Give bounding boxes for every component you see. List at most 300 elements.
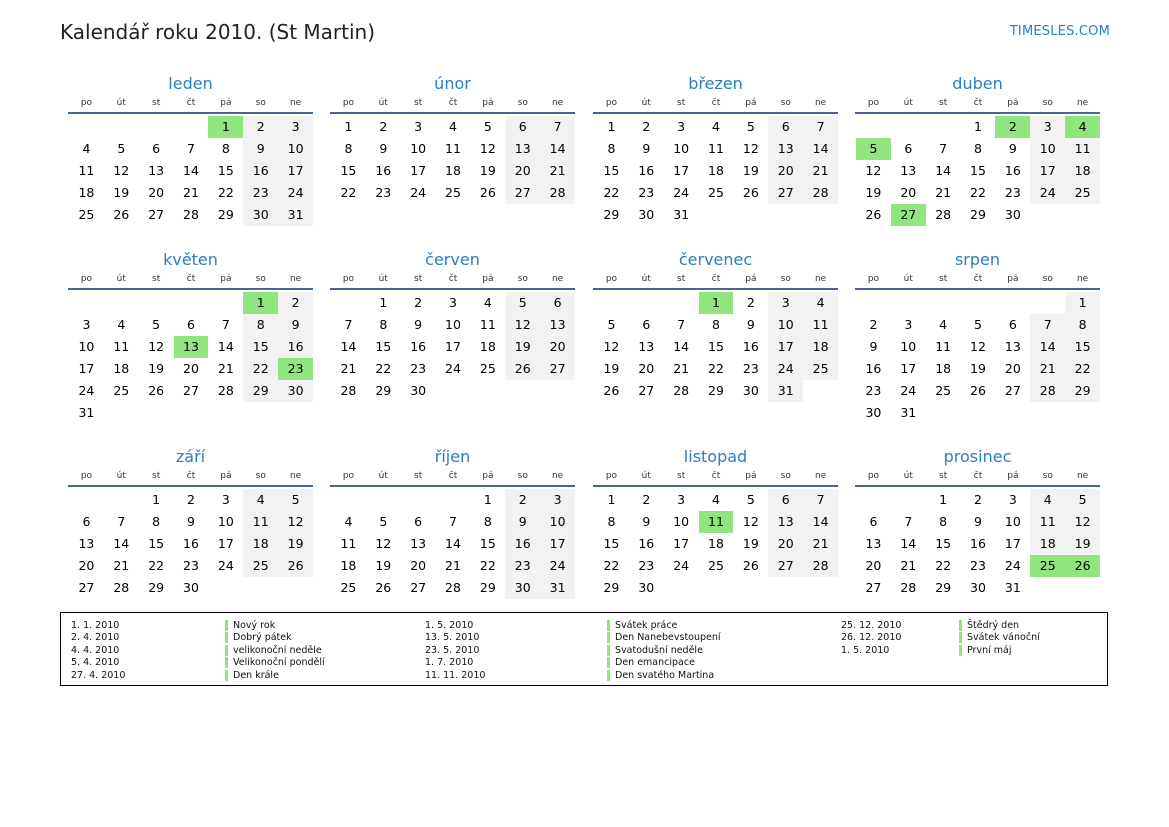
- day-cell[interactable]: 7: [117, 514, 126, 529]
- day-cell[interactable]: 19: [970, 361, 986, 376]
- day-cell[interactable]: 19: [742, 536, 759, 551]
- day-cell[interactable]: 27: [891, 204, 926, 226]
- day-cell[interactable]: 9: [414, 317, 423, 332]
- day-cell[interactable]: 6: [768, 116, 803, 138]
- day-cell[interactable]: 19: [742, 163, 759, 178]
- day-cell[interactable]: 18: [803, 336, 838, 358]
- day-cell[interactable]: 17: [410, 163, 427, 178]
- day-cell[interactable]: 13: [768, 511, 803, 533]
- day-cell[interactable]: 26: [375, 580, 392, 595]
- day-cell[interactable]: 10: [278, 138, 313, 160]
- day-cell[interactable]: 4: [117, 317, 126, 332]
- site-link[interactable]: TIMESLES.COM: [1009, 24, 1110, 39]
- day-cell[interactable]: 19: [375, 558, 392, 573]
- day-cell[interactable]: 28: [803, 182, 838, 204]
- day-cell[interactable]: 23: [505, 555, 540, 577]
- day-cell[interactable]: 13: [505, 138, 540, 160]
- day-cell[interactable]: 16: [742, 339, 759, 354]
- day-cell[interactable]: 6: [414, 514, 423, 529]
- day-cell[interactable]: 6: [540, 292, 575, 314]
- day-cell[interactable]: 29: [375, 383, 392, 398]
- day-cell[interactable]: 25: [1065, 182, 1100, 204]
- day-cell[interactable]: 2: [278, 292, 313, 314]
- day-cell[interactable]: 18: [113, 361, 130, 376]
- day-cell[interactable]: 28: [540, 182, 575, 204]
- day-cell[interactable]: 31: [540, 577, 575, 599]
- day-cell[interactable]: 31: [673, 207, 690, 222]
- day-cell[interactable]: 19: [505, 336, 540, 358]
- day-cell[interactable]: 27: [1004, 383, 1021, 398]
- day-cell[interactable]: 22: [375, 361, 392, 376]
- day-cell[interactable]: 14: [900, 536, 917, 551]
- day-cell[interactable]: 25: [935, 383, 952, 398]
- day-cell[interactable]: 2: [995, 116, 1030, 138]
- day-cell[interactable]: 23: [865, 383, 882, 398]
- day-cell[interactable]: 5: [974, 317, 982, 332]
- day-cell[interactable]: 9: [505, 511, 540, 533]
- day-cell[interactable]: 10: [540, 511, 575, 533]
- day-cell[interactable]: 14: [445, 536, 461, 551]
- day-cell[interactable]: 17: [768, 336, 803, 358]
- day-cell[interactable]: 14: [803, 138, 838, 160]
- day-cell[interactable]: 3: [904, 317, 913, 332]
- day-cell[interactable]: 22: [708, 361, 724, 376]
- day-cell[interactable]: 12: [148, 339, 165, 354]
- day-cell[interactable]: 22: [935, 558, 952, 573]
- day-cell[interactable]: 16: [970, 536, 986, 551]
- day-cell[interactable]: 27: [183, 383, 199, 398]
- day-cell[interactable]: 26: [278, 555, 313, 577]
- day-cell[interactable]: 5: [483, 119, 492, 134]
- day-cell[interactable]: 20: [410, 558, 427, 573]
- day-cell[interactable]: 26: [479, 185, 496, 200]
- day-cell[interactable]: 14: [1030, 336, 1065, 358]
- day-cell[interactable]: 8: [344, 141, 353, 156]
- day-cell[interactable]: 1: [939, 492, 948, 507]
- day-cell[interactable]: 17: [278, 160, 313, 182]
- day-cell[interactable]: 4: [82, 141, 91, 156]
- day-cell[interactable]: 24: [673, 558, 690, 573]
- day-cell[interactable]: 1: [607, 492, 616, 507]
- day-cell[interactable]: 15: [603, 536, 620, 551]
- day-cell[interactable]: 29: [970, 207, 986, 222]
- day-cell[interactable]: 30: [410, 383, 427, 398]
- day-cell[interactable]: 26: [505, 358, 540, 380]
- day-cell[interactable]: 19: [603, 361, 620, 376]
- day-cell[interactable]: 21: [445, 558, 461, 573]
- day-cell[interactable]: 24: [540, 555, 575, 577]
- day-cell[interactable]: 23: [1004, 185, 1021, 200]
- day-cell[interactable]: 10: [673, 141, 690, 156]
- day-cell[interactable]: 10: [445, 317, 461, 332]
- day-cell[interactable]: 4: [1065, 116, 1100, 138]
- day-cell[interactable]: 5: [152, 317, 161, 332]
- day-cell[interactable]: 1: [243, 292, 278, 314]
- day-cell[interactable]: 26: [865, 207, 882, 222]
- day-cell[interactable]: 18: [935, 361, 952, 376]
- day-cell[interactable]: 16: [183, 536, 199, 551]
- day-cell[interactable]: 2: [243, 116, 278, 138]
- day-cell[interactable]: 24: [1030, 182, 1065, 204]
- day-cell[interactable]: 2: [974, 492, 982, 507]
- day-cell[interactable]: 24: [1004, 558, 1021, 573]
- day-cell[interactable]: 3: [414, 119, 423, 134]
- day-cell[interactable]: 1: [208, 116, 243, 138]
- day-cell[interactable]: 17: [673, 536, 690, 551]
- day-cell[interactable]: 3: [221, 492, 230, 507]
- day-cell[interactable]: 25: [708, 558, 724, 573]
- day-cell[interactable]: 2: [869, 317, 878, 332]
- day-cell[interactable]: 31: [278, 204, 313, 226]
- day-cell[interactable]: 30: [243, 204, 278, 226]
- day-cell[interactable]: 15: [708, 339, 724, 354]
- day-cell[interactable]: 9: [869, 339, 878, 354]
- day-cell[interactable]: 27: [78, 580, 95, 595]
- day-cell[interactable]: 26: [742, 185, 759, 200]
- day-cell[interactable]: 7: [540, 116, 575, 138]
- day-cell[interactable]: 17: [445, 339, 461, 354]
- day-cell[interactable]: 24: [410, 185, 427, 200]
- day-cell[interactable]: 8: [221, 141, 230, 156]
- day-cell[interactable]: 13: [410, 536, 427, 551]
- day-cell[interactable]: 7: [904, 514, 913, 529]
- day-cell[interactable]: 5: [117, 141, 126, 156]
- day-cell[interactable]: 4: [344, 514, 353, 529]
- day-cell[interactable]: 29: [603, 580, 620, 595]
- day-cell[interactable]: 13: [540, 314, 575, 336]
- day-cell[interactable]: 16: [505, 533, 540, 555]
- day-cell[interactable]: 29: [148, 580, 165, 595]
- day-cell[interactable]: 14: [803, 511, 838, 533]
- day-cell[interactable]: 14: [340, 339, 357, 354]
- day-cell[interactable]: 7: [344, 317, 353, 332]
- day-cell[interactable]: 13: [638, 339, 655, 354]
- day-cell[interactable]: 8: [974, 141, 982, 156]
- day-cell[interactable]: 19: [113, 185, 130, 200]
- day-cell[interactable]: 27: [410, 580, 427, 595]
- day-cell[interactable]: 5: [505, 292, 540, 314]
- day-cell[interactable]: 25: [243, 555, 278, 577]
- day-cell[interactable]: 19: [148, 361, 165, 376]
- day-cell[interactable]: 11: [699, 511, 734, 533]
- day-cell[interactable]: 14: [673, 339, 690, 354]
- day-cell[interactable]: 24: [78, 383, 95, 398]
- day-cell[interactable]: 16: [410, 339, 427, 354]
- day-cell[interactable]: 23: [410, 361, 427, 376]
- day-cell[interactable]: 15: [243, 336, 278, 358]
- day-cell[interactable]: 11: [708, 141, 724, 156]
- day-cell[interactable]: 11: [78, 163, 95, 178]
- day-cell[interactable]: 6: [152, 141, 161, 156]
- day-cell[interactable]: 18: [708, 536, 724, 551]
- day-cell[interactable]: 16: [278, 336, 313, 358]
- day-cell[interactable]: 6: [768, 489, 803, 511]
- day-cell[interactable]: 2: [187, 492, 195, 507]
- day-cell[interactable]: 16: [243, 160, 278, 182]
- day-cell[interactable]: 2: [379, 119, 388, 134]
- day-cell[interactable]: 23: [638, 558, 655, 573]
- day-cell[interactable]: 12: [278, 511, 313, 533]
- day-cell[interactable]: 2: [414, 295, 423, 310]
- day-cell[interactable]: 5: [607, 317, 616, 332]
- day-cell[interactable]: 13: [1004, 339, 1021, 354]
- day-cell[interactable]: 8: [483, 514, 492, 529]
- day-cell[interactable]: 17: [78, 361, 95, 376]
- day-cell[interactable]: 9: [974, 514, 982, 529]
- day-cell[interactable]: 25: [1030, 555, 1065, 577]
- day-cell[interactable]: 3: [449, 295, 457, 310]
- day-cell[interactable]: 2: [746, 295, 755, 310]
- day-cell[interactable]: 21: [900, 558, 917, 573]
- day-cell[interactable]: 26: [970, 383, 986, 398]
- day-cell[interactable]: 25: [78, 207, 95, 222]
- day-cell[interactable]: 22: [340, 185, 357, 200]
- day-cell[interactable]: 22: [217, 185, 234, 200]
- day-cell[interactable]: 21: [673, 361, 690, 376]
- day-cell[interactable]: 16: [638, 536, 655, 551]
- day-cell[interactable]: 28: [803, 555, 838, 577]
- day-cell[interactable]: 13: [865, 536, 882, 551]
- day-cell[interactable]: 29: [479, 580, 496, 595]
- day-cell[interactable]: 13: [768, 138, 803, 160]
- day-cell[interactable]: 9: [642, 141, 651, 156]
- day-cell[interactable]: 8: [243, 314, 278, 336]
- day-cell[interactable]: 23: [278, 358, 313, 380]
- day-cell[interactable]: 16: [1004, 163, 1021, 178]
- day-cell[interactable]: 25: [803, 358, 838, 380]
- day-cell[interactable]: 3: [540, 489, 575, 511]
- day-cell[interactable]: 18: [243, 533, 278, 555]
- day-cell[interactable]: 3: [1030, 116, 1065, 138]
- day-cell[interactable]: 5: [379, 514, 388, 529]
- day-cell[interactable]: 9: [1008, 141, 1017, 156]
- day-cell[interactable]: 22: [1065, 358, 1100, 380]
- day-cell[interactable]: 5: [278, 489, 313, 511]
- day-cell[interactable]: 1: [699, 292, 734, 314]
- day-cell[interactable]: 18: [1030, 533, 1065, 555]
- day-cell[interactable]: 23: [243, 182, 278, 204]
- day-cell[interactable]: 12: [505, 314, 540, 336]
- day-cell[interactable]: 21: [217, 361, 234, 376]
- day-cell[interactable]: 18: [708, 163, 724, 178]
- day-cell[interactable]: 30: [505, 577, 540, 599]
- day-cell[interactable]: 22: [603, 185, 620, 200]
- day-cell[interactable]: 8: [712, 317, 720, 332]
- day-cell[interactable]: 9: [746, 317, 755, 332]
- day-cell[interactable]: 6: [505, 116, 540, 138]
- day-cell[interactable]: 14: [935, 163, 952, 178]
- day-cell[interactable]: 29: [1065, 380, 1100, 402]
- day-cell[interactable]: 13: [148, 163, 165, 178]
- day-cell[interactable]: 10: [1030, 138, 1065, 160]
- day-cell[interactable]: 1: [483, 492, 492, 507]
- day-cell[interactable]: 14: [183, 163, 199, 178]
- day-cell[interactable]: 8: [379, 317, 388, 332]
- day-cell[interactable]: 7: [939, 141, 948, 156]
- day-cell[interactable]: 22: [243, 358, 278, 380]
- day-cell[interactable]: 24: [445, 361, 461, 376]
- day-cell[interactable]: 11: [935, 339, 952, 354]
- day-cell[interactable]: 1: [379, 295, 388, 310]
- day-cell[interactable]: 21: [1030, 358, 1065, 380]
- day-cell[interactable]: 18: [479, 339, 496, 354]
- day-cell[interactable]: 27: [540, 358, 575, 380]
- day-cell[interactable]: 17: [540, 533, 575, 555]
- day-cell[interactable]: 18: [1065, 160, 1100, 182]
- day-cell[interactable]: 3: [677, 119, 686, 134]
- day-cell[interactable]: 12: [742, 514, 759, 529]
- day-cell[interactable]: 30: [278, 380, 313, 402]
- day-cell[interactable]: 12: [1065, 511, 1100, 533]
- day-cell[interactable]: 6: [1008, 317, 1017, 332]
- day-cell[interactable]: 28: [445, 580, 461, 595]
- day-cell[interactable]: 22: [970, 185, 986, 200]
- day-cell[interactable]: 24: [768, 358, 803, 380]
- day-cell[interactable]: 12: [865, 163, 882, 178]
- day-cell[interactable]: 7: [187, 141, 195, 156]
- day-cell[interactable]: 28: [183, 207, 199, 222]
- day-cell[interactable]: 27: [148, 207, 165, 222]
- day-cell[interactable]: 26: [742, 558, 759, 573]
- day-cell[interactable]: 7: [803, 489, 838, 511]
- day-cell[interactable]: 20: [78, 558, 95, 573]
- day-cell[interactable]: 31: [78, 405, 95, 420]
- day-cell[interactable]: 7: [449, 514, 457, 529]
- day-cell[interactable]: 10: [900, 339, 917, 354]
- day-cell[interactable]: 22: [603, 558, 620, 573]
- day-cell[interactable]: 13: [174, 336, 209, 358]
- day-cell[interactable]: 28: [900, 580, 917, 595]
- day-cell[interactable]: 4: [483, 295, 492, 310]
- day-cell[interactable]: 6: [904, 141, 913, 156]
- day-cell[interactable]: 4: [1030, 489, 1065, 511]
- day-cell[interactable]: 27: [638, 383, 655, 398]
- day-cell[interactable]: 14: [540, 138, 575, 160]
- day-cell[interactable]: 23: [375, 185, 392, 200]
- day-cell[interactable]: 3: [1008, 492, 1017, 507]
- day-cell[interactable]: 19: [865, 185, 882, 200]
- day-cell[interactable]: 6: [642, 317, 651, 332]
- day-cell[interactable]: 19: [1065, 533, 1100, 555]
- day-cell[interactable]: 8: [1065, 314, 1100, 336]
- day-cell[interactable]: 30: [183, 580, 199, 595]
- day-cell[interactable]: 5: [746, 492, 755, 507]
- day-cell[interactable]: 12: [375, 536, 392, 551]
- day-cell[interactable]: 25: [113, 383, 130, 398]
- day-cell[interactable]: 4: [243, 489, 278, 511]
- day-cell[interactable]: 21: [113, 558, 130, 573]
- day-cell[interactable]: 1: [1065, 292, 1100, 314]
- day-cell[interactable]: 10: [768, 314, 803, 336]
- day-cell[interactable]: 12: [113, 163, 130, 178]
- day-cell[interactable]: 11: [445, 141, 461, 156]
- day-cell[interactable]: 8: [152, 514, 161, 529]
- day-cell[interactable]: 30: [865, 405, 882, 420]
- day-cell[interactable]: 28: [935, 207, 952, 222]
- day-cell[interactable]: 15: [340, 163, 357, 178]
- day-cell[interactable]: 12: [479, 141, 496, 156]
- day-cell[interactable]: 6: [869, 514, 878, 529]
- day-cell[interactable]: 28: [217, 383, 234, 398]
- day-cell[interactable]: 7: [803, 116, 838, 138]
- day-cell[interactable]: 11: [113, 339, 130, 354]
- day-cell[interactable]: 3: [677, 492, 686, 507]
- day-cell[interactable]: 8: [939, 514, 948, 529]
- day-cell[interactable]: 27: [768, 182, 803, 204]
- day-cell[interactable]: 8: [607, 514, 616, 529]
- day-cell[interactable]: 29: [603, 207, 620, 222]
- day-cell[interactable]: 1: [344, 119, 353, 134]
- day-cell[interactable]: 21: [935, 185, 952, 200]
- day-cell[interactable]: 27: [865, 580, 882, 595]
- day-cell[interactable]: 4: [939, 317, 948, 332]
- day-cell[interactable]: 26: [603, 383, 620, 398]
- day-cell[interactable]: 17: [900, 361, 917, 376]
- day-cell[interactable]: 1: [974, 119, 982, 134]
- day-cell[interactable]: 12: [742, 141, 759, 156]
- day-cell[interactable]: 31: [900, 405, 917, 420]
- day-cell[interactable]: 30: [638, 207, 655, 222]
- day-cell[interactable]: 7: [1030, 314, 1065, 336]
- day-cell[interactable]: 5: [1065, 489, 1100, 511]
- day-cell[interactable]: 3: [768, 292, 803, 314]
- day-cell[interactable]: 11: [340, 536, 357, 551]
- day-cell[interactable]: 24: [217, 558, 234, 573]
- day-cell[interactable]: 23: [970, 558, 986, 573]
- day-cell[interactable]: 29: [708, 383, 724, 398]
- day-cell[interactable]: 9: [187, 514, 195, 529]
- day-cell[interactable]: 3: [82, 317, 91, 332]
- day-cell[interactable]: 15: [935, 536, 952, 551]
- day-cell[interactable]: 21: [803, 533, 838, 555]
- day-cell[interactable]: 28: [1030, 380, 1065, 402]
- day-cell[interactable]: 28: [340, 383, 357, 398]
- day-cell[interactable]: 31: [768, 380, 803, 402]
- day-cell[interactable]: 27: [505, 182, 540, 204]
- day-cell[interactable]: 30: [1004, 207, 1021, 222]
- day-cell[interactable]: 21: [340, 361, 357, 376]
- day-cell[interactable]: 20: [900, 185, 917, 200]
- day-cell[interactable]: 19: [479, 163, 496, 178]
- day-cell[interactable]: 18: [78, 185, 95, 200]
- day-cell[interactable]: 15: [1065, 336, 1100, 358]
- day-cell[interactable]: 12: [603, 339, 620, 354]
- day-cell[interactable]: 3: [278, 116, 313, 138]
- day-cell[interactable]: 11: [1030, 511, 1065, 533]
- day-cell[interactable]: 8: [607, 141, 616, 156]
- day-cell[interactable]: 20: [1004, 361, 1021, 376]
- day-cell[interactable]: 17: [673, 163, 690, 178]
- day-cell[interactable]: 15: [217, 163, 234, 178]
- day-cell[interactable]: 11: [803, 314, 838, 336]
- day-cell[interactable]: 12: [970, 339, 986, 354]
- day-cell[interactable]: 16: [375, 163, 392, 178]
- day-cell[interactable]: 17: [217, 536, 234, 551]
- day-cell[interactable]: 23: [638, 185, 655, 200]
- day-cell[interactable]: 24: [278, 182, 313, 204]
- day-cell[interactable]: 15: [479, 536, 496, 551]
- day-cell[interactable]: 22: [479, 558, 496, 573]
- day-cell[interactable]: 25: [340, 580, 357, 595]
- day-cell[interactable]: 7: [677, 317, 686, 332]
- day-cell[interactable]: 27: [768, 555, 803, 577]
- day-cell[interactable]: 11: [1065, 138, 1100, 160]
- day-cell[interactable]: 20: [768, 160, 803, 182]
- day-cell[interactable]: 25: [445, 185, 461, 200]
- day-cell[interactable]: 13: [78, 536, 95, 551]
- day-cell[interactable]: 24: [673, 185, 690, 200]
- day-cell[interactable]: 29: [935, 580, 952, 595]
